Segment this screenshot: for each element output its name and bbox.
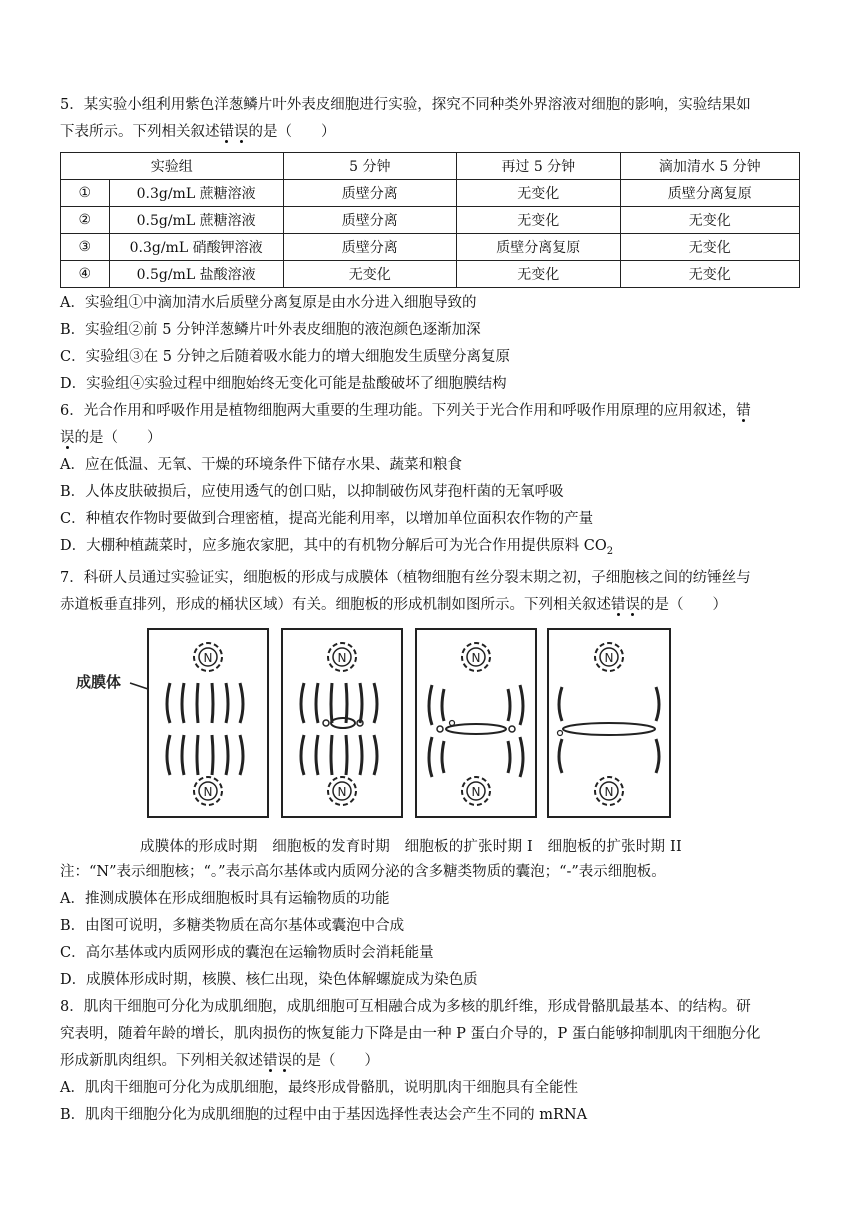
q6-option-b: B．人体皮肤破损后，应使用透气的创口贴，以抑制破伤风芽孢杆菌的无氧呼吸 <box>60 484 564 500</box>
table-row <box>61 180 800 207</box>
nucleus-label: N <box>337 650 347 665</box>
nucleus-label: N <box>203 650 213 665</box>
nucleus-label: N <box>604 784 614 799</box>
subscript: 2 <box>606 545 614 557</box>
table-header-cell: 实验组 <box>61 153 284 180</box>
cell-division-diagram <box>60 625 800 835</box>
table-cell: 无变化 <box>620 261 799 288</box>
panel-2 <box>282 629 402 817</box>
table-header-row <box>61 153 800 180</box>
figure-caption: 成膜体的形成时期 细胞板的发育时期 细胞板的扩张时期 I 细胞板的扩张时期 II <box>140 838 682 855</box>
table-cell: 0.3g/mL 蔗糖溶液 <box>109 180 283 207</box>
panel-4 <box>548 629 670 817</box>
table-cell: ① <box>61 180 110 207</box>
q7-stem-line2 <box>60 592 800 619</box>
q7-option-b: B．由图可说明，多糖类物质在高尔基体或囊泡中合成 <box>60 917 405 934</box>
q5-stem-line2 <box>60 119 800 146</box>
q8-stem-line1: 8．肌肉干细胞可分化为成肌细胞，成肌细胞可互相融合成为多核的肌纤维，形成骨骼肌最基本、的结构。研 <box>60 998 751 1015</box>
table-header-cell: 滴加清水 5 分钟 <box>620 153 799 180</box>
emphasis-dot-char: 误 <box>234 124 249 140</box>
table-row <box>61 234 800 261</box>
panel-3 <box>416 629 536 817</box>
q5-stem-text: 下表所示。下列相关叙述 <box>60 124 220 140</box>
table-cell: ④ <box>61 261 110 288</box>
table-header-cell: 5 分钟 <box>283 153 456 180</box>
nucleus-label: N <box>604 650 614 665</box>
exam-page <box>60 92 800 1129</box>
q6-stem-text: 6．光合作用和呼吸作用是植物细胞两大重要的生理功能。下列关于光合作用和呼吸作用原理的应用叙述， <box>60 403 737 419</box>
emphasis-dot-char: 错 <box>611 596 626 613</box>
q7-option-d: D．成膜体形成时期，核膜、核仁出现，染色体解螺旋成为染色质 <box>60 971 478 988</box>
table-cell: 无变化 <box>457 261 621 288</box>
emphasis-dot-char: 误 <box>625 596 640 613</box>
q6-stem-line2 <box>60 425 800 452</box>
table-cell: 无变化 <box>620 207 799 234</box>
q8-stem-text: 形成新肌肉组织。下列相关叙述 <box>60 1052 263 1069</box>
q5-option-a: A．实验组①中滴加清水后质壁分离复原是由水分进入细胞导致的 <box>60 295 477 311</box>
panel-1 <box>148 629 268 817</box>
emphasis-dot-char: 错 <box>736 403 751 419</box>
emphasis-dot-char: 误 <box>277 1052 292 1069</box>
q8-stem-tail: 的是（ ） <box>292 1052 379 1069</box>
figure-label: 成膜体 <box>76 672 122 691</box>
q7-stem-tail: 的是（ ） <box>640 596 727 613</box>
emphasis-dot-char: 错 <box>219 124 234 140</box>
table-cell: 0.5g/mL 盐酸溶液 <box>109 261 283 288</box>
nucleus-label: N <box>471 650 481 665</box>
table-cell: 0.5g/mL 蔗糖溶液 <box>109 207 283 234</box>
table-cell: 质壁分离 <box>283 180 456 207</box>
q6-stem-tail: 的是（ ） <box>74 430 162 446</box>
table-cell: 质壁分离 <box>283 207 456 234</box>
emphasis-dot-char: 错 <box>263 1052 278 1069</box>
q5-option-d: D．实验组④实验过程中细胞始终无变化可能是盐酸破坏了细胞膜结构 <box>60 376 507 392</box>
table-row <box>61 261 800 288</box>
q6-option-d <box>60 533 800 565</box>
emphasis-dot-char: 误 <box>60 430 75 446</box>
q5-stem-line1: 5．某实验小组利用紫色洋葱鳞片叶外表皮细胞进行实验，探究不同种类外界溶液对细胞的影响，实验结果如 <box>60 97 751 113</box>
table-header-cell: 再过 5 分钟 <box>457 153 621 180</box>
figure-note: 注：“N”表示细胞核；“。”表示高尔基体或内质网分泌的含多糖类物质的囊泡；“-”表示细胞板。 <box>60 863 666 880</box>
table-cell: 无变化 <box>283 261 456 288</box>
q6-stem-line1 <box>60 398 800 425</box>
table-cell: ② <box>61 207 110 234</box>
cell-plate-figure <box>60 625 800 835</box>
table-cell: 质壁分离复原 <box>457 234 621 261</box>
q7-stem-line1: 7．科研人员通过实验证实，细胞板的形成与成膜体（植物细胞有丝分裂末期之初，子细胞核之间的纺锤丝与 <box>60 569 751 586</box>
nucleus-label: N <box>337 784 347 799</box>
q5-option-c: C．实验组③在 5 分钟之后随着吸水能力的增大细胞发生质壁分离复原 <box>60 349 511 365</box>
q8-stem-line3 <box>60 1048 800 1075</box>
q7-option-a: A．推测成膜体在形成细胞板时具有运输物质的功能 <box>60 890 390 907</box>
q5-stem-tail: 的是（ ） <box>248 124 336 140</box>
q7-option-c: C．高尔基体或内质网形成的囊泡在运输物质时会消耗能量 <box>60 944 434 961</box>
q8-option-b: B．肌肉干细胞分化为成肌细胞的过程中由于基因选择性表达会产生不同的 mRNA <box>60 1106 588 1123</box>
table-cell: 质壁分离复原 <box>620 180 799 207</box>
table-cell: ③ <box>61 234 110 261</box>
q8-option-a: A．肌肉干细胞可分化为成肌细胞，最终形成骨骼肌，说明肌肉干细胞具有全能性 <box>60 1079 578 1096</box>
table-row <box>61 207 800 234</box>
q7-stem-text: 赤道板垂直排列，形成的桶状区域）有关。细胞板的形成机制如图所示。下列相关叙述 <box>60 596 611 613</box>
table-cell: 0.3g/mL 硝酸钾溶液 <box>109 234 283 261</box>
nucleus-label: N <box>471 784 481 799</box>
q6-option-a: A．应在低温、无氧、干燥的环境条件下储存水果、蔬菜和粮食 <box>60 457 462 473</box>
table-cell: 质壁分离 <box>283 234 456 261</box>
q8-stem-line2: 究表明，随着年龄的增长，肌肉损伤的恢复能力下降是由一种 P 蛋白介导的，P 蛋白能够抑制肌肉干细胞分化 <box>60 1025 761 1042</box>
experiment-table <box>60 152 800 288</box>
q6-option-c: C．种植农作物时要做到合理密植，提高光能利用率，以增加单位面积农作物的产量 <box>60 511 594 527</box>
table-cell: 无变化 <box>457 207 621 234</box>
q5-option-b: B．实验组②前 5 分钟洋葱鳞片叶外表皮细胞的液泡颜色逐渐加深 <box>60 322 481 338</box>
nucleus-label: N <box>203 784 213 799</box>
table-cell: 无变化 <box>457 180 621 207</box>
q6-option-d-text: D．大棚种植蔬菜时，应多施农家肥，其中的有机物分解后可为光合作用提供原料 CO <box>60 538 607 554</box>
table-cell: 无变化 <box>620 234 799 261</box>
